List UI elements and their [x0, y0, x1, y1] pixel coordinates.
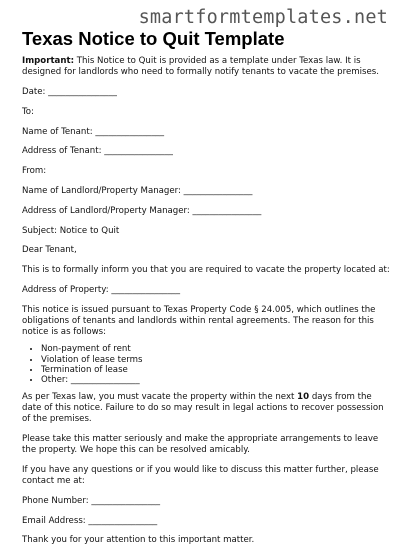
reason-item: • Violation of lease terms [41, 355, 390, 365]
contact-paragraph: If you have any questions or if you would like to discuss this matter further, please contact me at: [22, 464, 379, 486]
important-text: This Notice to Quit is provided as a template under Texas law. It is designed for landlords who need to formally notify tenants to vacate the premises. [22, 56, 379, 78]
important-label: Important: [22, 56, 75, 66]
phone-field: Phone Number: ________________ [22, 495, 161, 506]
vacate-text-after: days from the date of this notice. Failure to do so may result in legal actions to recover possession of the premises. [22, 391, 384, 424]
code-paragraph: This notice is issued pursuant to Texas Property Code § 24.005, which outlines the obligations of tenants and landlords within rental agreements. The reason for this notice is as follows: [22, 304, 376, 338]
email-field: Email Address: ________________ [22, 515, 158, 526]
to-label: To: [22, 106, 34, 117]
tenant-address-field: Address of Tenant: ________________ [22, 146, 173, 157]
landlord-name-field: Name of Landlord/Property Manager: ________________ [22, 185, 253, 196]
reason-item: • Non-payment of rent [41, 344, 390, 354]
vacate-text-before: As per Texas law, you must vacate the property within the next [22, 391, 298, 402]
subject-line: Subject: Notice to Quit [22, 225, 120, 236]
arrangements-paragraph: Please take this matter seriously and make the appropriate arrangements to leave the property. We hope this can be resolved amicably. [22, 433, 379, 455]
important-notice [22, 56, 390, 78]
vacate-paragraph [22, 392, 390, 426]
reason-item: • Termination of lease [41, 365, 390, 375]
from-label: From: [22, 166, 47, 177]
closing-thanks: Thank you for your attention to this important matter. [22, 535, 255, 546]
intro-paragraph: This is to formally inform you that you are required to vacate the property located at: [22, 265, 390, 276]
tenant-name-field: Name of Tenant: ________________ [22, 126, 165, 137]
document-body [22, 56, 390, 555]
site-watermark: smartformtemplates.net [138, 7, 388, 28]
salutation: Dear Tenant, [22, 245, 77, 256]
reasons-list [22, 344, 390, 385]
date-field: Date: ________________ [22, 87, 117, 97]
vacate-days: 10 [297, 391, 310, 402]
document-title: Texas Notice to Quit Template [22, 28, 285, 49]
landlord-address-field: Address of Landlord/Property Manager: ________________ [22, 205, 262, 216]
reason-item: • Other: ________________ [41, 375, 390, 385]
property-address-field: Address of Property: ________________ [22, 284, 181, 295]
